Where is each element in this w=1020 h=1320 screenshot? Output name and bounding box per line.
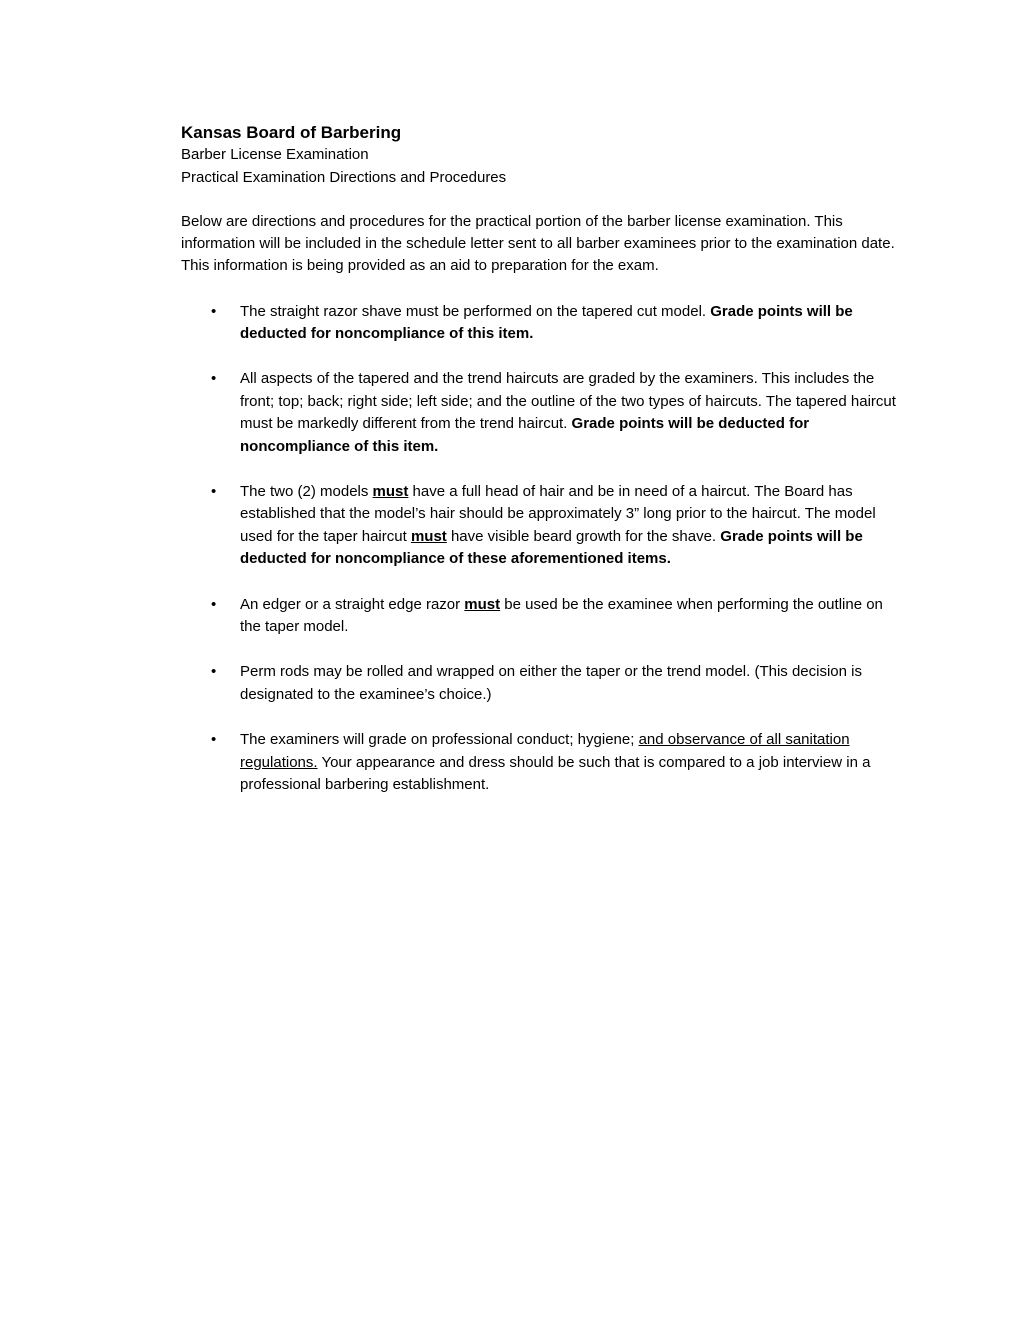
item-warning: Grade points will be deducted for noncompliance of this item. — [240, 415, 810, 455]
item-emphasis-must: must — [464, 595, 501, 613]
list-item — [181, 301, 906, 346]
list-item — [181, 368, 906, 458]
document-page — [181, 122, 906, 820]
item-warning: Grade points will be deducted for noncompliance of these aforementioned items. — [240, 527, 863, 568]
item-underlined-text: and observance of all sanitation regulations. — [240, 731, 850, 771]
item-text: Your appearance and dress should be such that is compared to a job interview in a professional barbering establishment. — [240, 753, 871, 794]
document-title: Kansas Board of Barbering — [181, 123, 402, 142]
item-text: have visible beard growth for the shave. — [446, 527, 721, 545]
list-item — [181, 661, 906, 706]
item-emphasis-must: must — [372, 483, 409, 501]
item-emphasis-must: must — [410, 527, 447, 545]
item-text: have a full head of hair and be in need of a haircut. The Board has established that the model’s hair should be approximately 3” long prior to the haircut. The model used for the taper haircut — [240, 483, 876, 545]
procedure-list — [181, 301, 906, 797]
item-warning: Grade points will be deducted for noncompliance of this item. — [240, 302, 853, 343]
list-item — [181, 481, 906, 571]
item-text: All aspects of the tapered and the trend haircuts are graded by the examiners. This includes the front; top; back; right side; left side; and the outline of the two types of haircuts. The tapered haircut must be markedly different from the trend haircut. — [240, 370, 896, 433]
list-item — [181, 594, 906, 639]
item-text: The examiners will grade on professional conduct; hygiene; — [240, 731, 639, 749]
bullet-icon: • — [211, 731, 217, 749]
item-text: The straight razor shave must be performed on the tapered cut model. — [240, 302, 711, 320]
document-subtitle-exam: Barber License Examination — [181, 146, 369, 163]
bullet-icon: • — [211, 483, 217, 501]
intro-paragraph: Below are directions and procedures for the practical portion of the barber license examination. This information will be included in the schedule letter sent to all barber examinees prior to the examination date. This information is being provided as an aid to preparation for the exam. — [181, 213, 895, 275]
bullet-icon: • — [211, 663, 217, 681]
item-text: Perm rods may be rolled and wrapped on either the taper or the trend model. (This decision is designated to the examinee’s choice.) — [240, 663, 862, 703]
bullet-icon: • — [211, 370, 217, 388]
document-subtitle-directions: Practical Examination Directions and Procedures — [181, 168, 507, 186]
list-item — [181, 729, 906, 796]
item-text: be used be the examinee when performing the outline on the taper model. — [240, 595, 883, 636]
item-text: An edger or a straight edge razor — [240, 595, 465, 613]
bullet-icon: • — [211, 302, 217, 320]
bullet-icon: • — [211, 595, 217, 613]
item-text: The two (2) models — [240, 483, 373, 501]
